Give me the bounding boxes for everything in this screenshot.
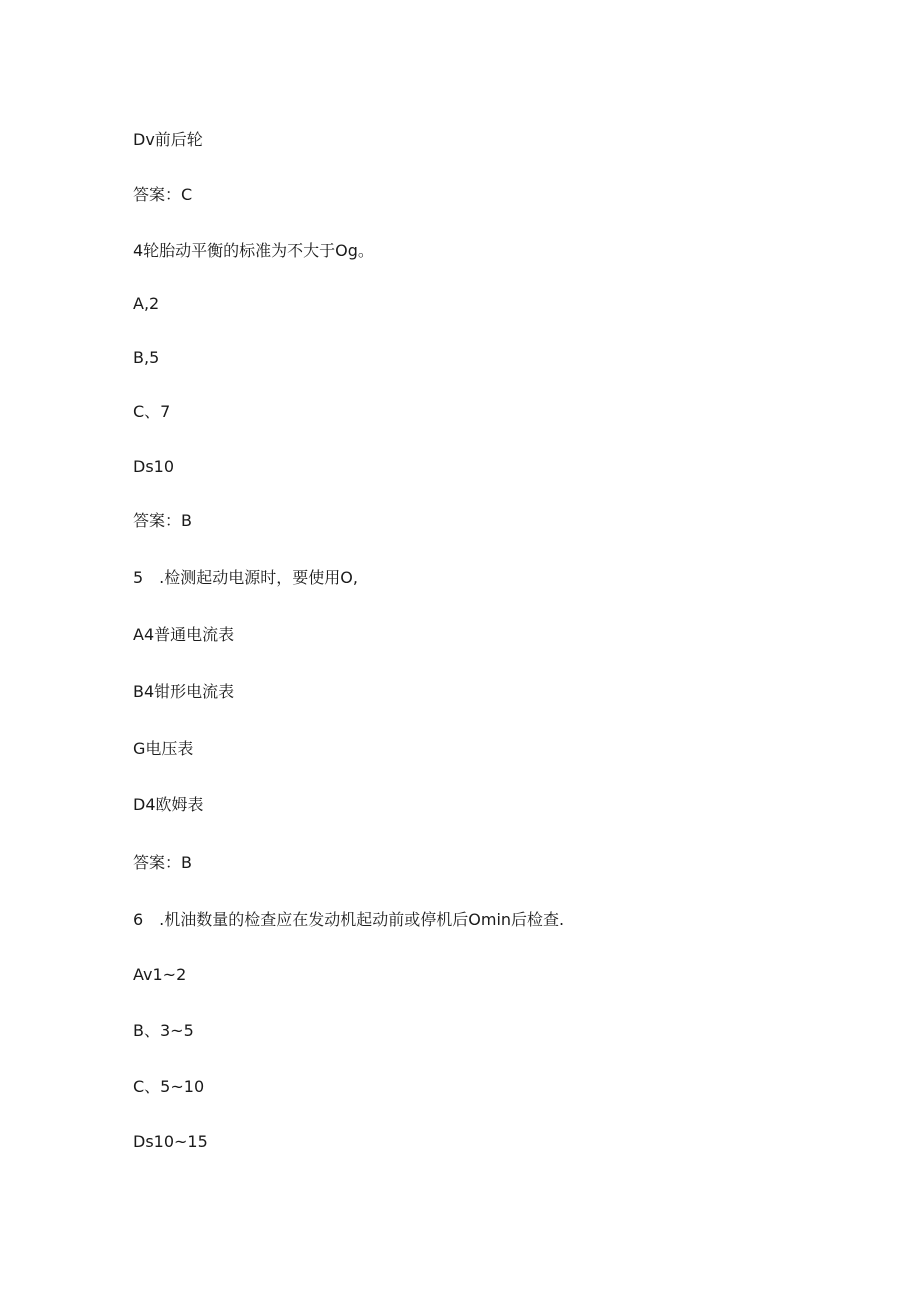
option-d-line: Ds10 [133,457,175,476]
option-d-line: D4欧姆表 [133,795,204,814]
option-a-line: A,2 [133,294,160,313]
option-c-line: C、7 [133,402,171,421]
question-4-text: 4轮胎动平衡的标准为不大于Og。 [133,241,374,260]
question-6-text: 6 .机油数量的检查应在发动机起动前或停机后Omin后检查. [133,910,565,929]
answer-line: 答案：C [133,185,193,204]
option-b-line: B,5 [133,348,160,367]
option-b-line: B、3~5 [133,1021,194,1040]
question-5-text: 5 .检测起动电源时，要使用O, [133,568,358,587]
option-b-line: B4钳形电流表 [133,682,235,701]
option-a-line: A4普通电流表 [133,625,235,644]
answer-line: 答案：B [133,511,192,530]
answer-line: 答案：B [133,853,192,872]
option-a-line: Av1~2 [133,965,187,984]
option-c-line: G电压表 [133,739,194,758]
option-d-line: Ds10~15 [133,1132,208,1151]
option-c-line: C、5~10 [133,1077,205,1096]
option-d-line: Dv前后轮 [133,130,203,149]
